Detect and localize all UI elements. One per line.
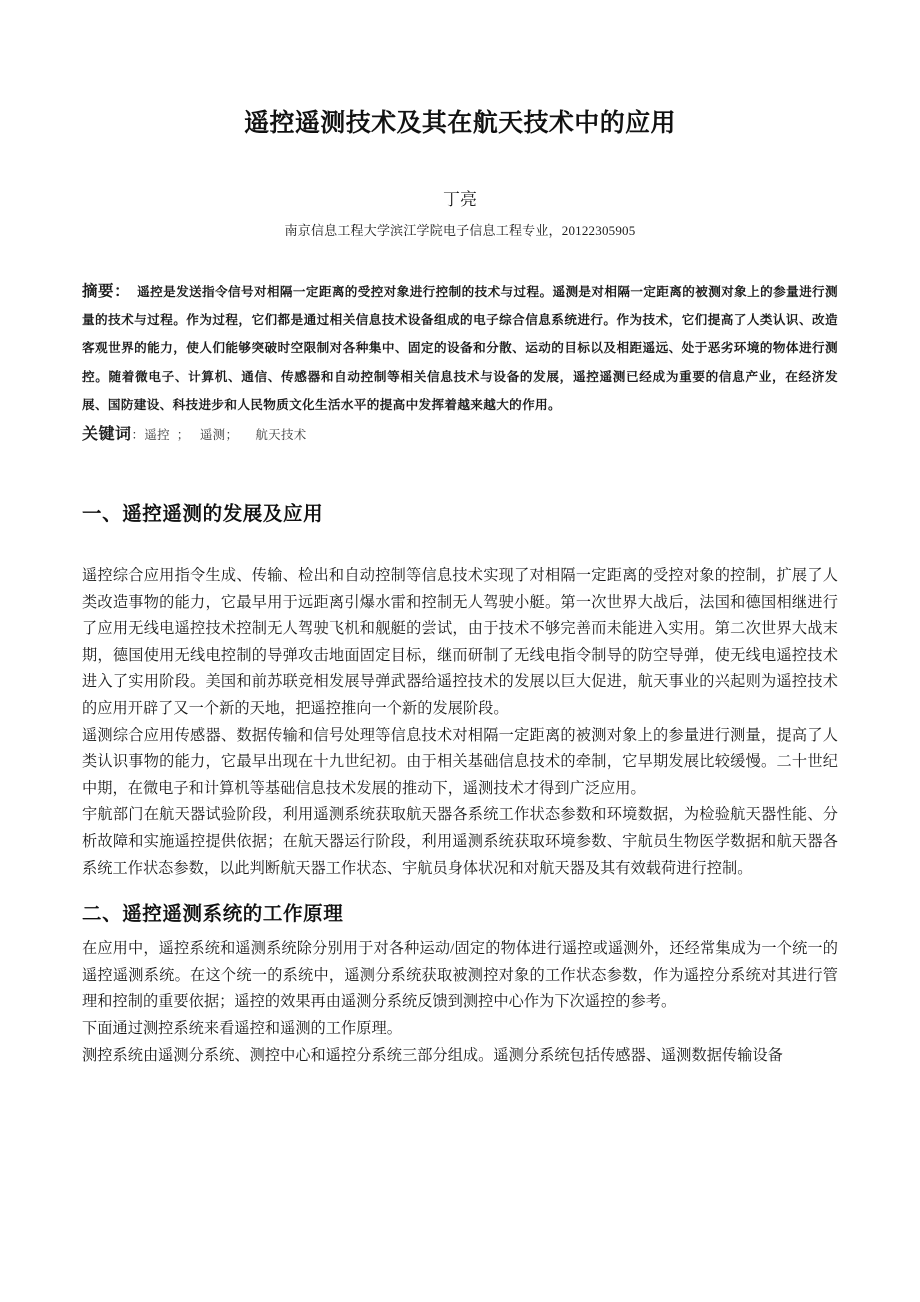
section-1-paragraph-2: 遥测综合应用传感器、数据传输和信号处理等信息技术对相隔一定距离的被测对象上的参量进行测量，提高了人类认识事物的能力，它最早出现在十九世纪初。由于相关基础信息技术的牵制，它早期发展比较缓慢。二十世纪中期，在微电子和计算机等基础信息技术发展的推动下，遥测技术才得到广泛应用。 [82,726,838,797]
abstract-label: 摘要： [82,283,131,300]
abstract-block [82,240,838,449]
author-affiliation: 南京信息工程大学滨江学院电子信息工程专业，20122305905 [284,223,636,238]
section-2-paragraph-1: 在应用中，遥控系统和遥测系统除分别用于对各种运动/固定的物体进行遥控或遥测外，还经常集成为一个统一的遥控遥测系统。在这个统一的系统中，遥测分系统获取被测控对象的工作状态参数，作为遥控分系统对其进行管理和控制的重要依据；遥控的效果再由遥测分系统反馈到测控中心作为下次遥控的参考。 [82,940,838,1011]
section-heading-1: 一、遥控遥测的发展及应用 [82,503,324,526]
keywords-label: 关键词 [82,426,132,444]
author-name: 丁亮 [443,190,477,209]
document-content [82,0,838,1069]
keywords-line [82,419,838,449]
section-1-paragraph-3: 宇航部门在航天器试验阶段，利用遥测系统获取航天器各系统工作状态参数和环境数据，为检验航天器性能、分析故障和实施遥控提供依据；在航天器运行阶段，利用遥测系统获取环境参数、宇航员生物医学数据和航天器各系统工作状态参数，以此判断航天器工作状态、宇航员身体状况和对航天器及其有效载荷进行控制。 [82,806,838,877]
section-1-paragraph-1: 遥控综合应用指令生成、传输、检出和自动控制等信息技术实现了对相隔一定距离的受控对象的控制，扩展了人类改造事物的能力，它最早用于远距离引爆水雷和控制无人驾驶小艇。第一次世界大战后，法国和德国相继进行了应用无线电遥控技术控制无人驾驶飞机和舰艇的尝试，由于技术不够完善而未能进入实用。第二次世界大战末期，德国使用无线电控制的导弹攻击地面固定目标，继而研制了无线电指令制导的防空导弹，使无线电遥控技术进入了实用阶段。美国和前苏联竞相发展导弹武器给遥控技术的发展以巨大促进，航天事业的兴起则为遥控技术的应用开辟了又一个新的天地，把遥控推向一个新的发展阶段。 [82,567,838,717]
page-title: 遥控遥测技术及其在航天技术中的应用 [244,109,676,137]
abstract-paragraph [82,278,838,419]
section-heading-2: 二、遥控遥测系统的工作原理 [82,903,344,926]
section-2-paragraph-3: 测控系统由遥测分系统、测控中心和遥控分系统三部分组成。遥测分系统包括传感器、遥测数据传输设备 [82,1046,783,1064]
section-2-paragraph-2: 下面通过测控系统来看遥控和遥测的工作原理。 [82,1019,402,1037]
abstract-text: 遥控是发送指令信号对相隔一定距离的受控对象进行控制的技术与过程。遥测是对相隔一定距离的被测对象上的参量进行测量的技术与过程。作为过程，它们都是通过相关信息技术设备组成的电子综合信息系统进行。作为技术，它们提高了人类认识、改造客观世界的能力，使人们能够突破时空限制对各种集中、固定的设备和分散、运动的目标以及相距遥远、处于恶劣环境的物体进行测控。随着微电子、计算机、通信、传感器和自动控制等相关信息技术与设备的发展，遥控遥测已经成为重要的信息产业，在经济发展、国防建设、科技进步和人民物质文化生活水平的提高中发挥着越来越大的作用。 [82,285,838,412]
keywords-values: ：遥控 ； 遥测； 航天技术 [131,428,307,443]
